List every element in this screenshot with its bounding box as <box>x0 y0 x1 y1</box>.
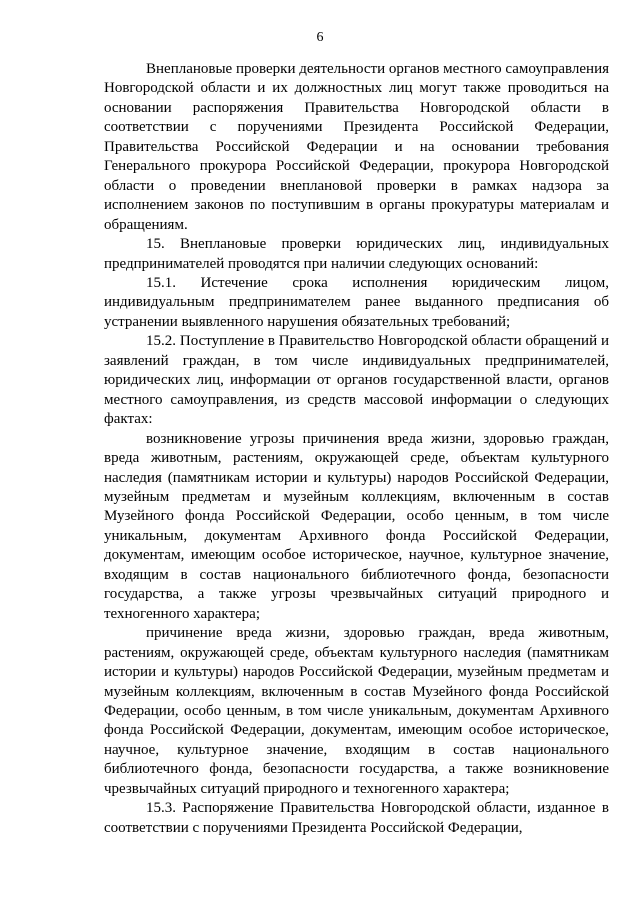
paragraph-threat-of-harm: возникновение угрозы причинения вреда жизни, здоровью граждан, вреда животным, растениям, окружающей среде, объектам культурного наследия (памятникам истории и культуры) народов Российской Федерации, музейным предметам и музейным коллекциям, включенным в состав Музейного фонда Российской Федерации, особо ценным, в том числе уникальным, документам Архивного фонда Российской Федерации, документам, имеющим особое историческое, научное, культурное значение, входящим в состав национального библиотечного фонда, безопасности государства, а также угрозы чрезвычайных ситуаций природного и техногенного характера; <box>104 430 609 622</box>
paragraph-section-15: 15. Внеплановые проверки юридических лиц, индивидуальных предпринимателей проводятся при наличии следующих оснований: <box>104 236 609 272</box>
paragraph-causing-harm: причинение вреда жизни, здоровью граждан, вреда животным, растениям, окружающей среде, объектам культурного наследия (памятникам истории и культуры) народов Российской Федерации, музейным предметам и музейным коллекциям, включенным в состав Музейного фонда Российской Федерации, особо ценным, в том числе уникальным, документам Архивного фонда Российской Федерации, документам, имеющим особое историческое, научное, культурное значение, входящим в состав национального библиотечного фонда, безопасности государства, а также возникновение чрезвычайных ситуаций природного и техногенного характера; <box>104 625 609 797</box>
paragraph-section-15-1: 15.1. Истечение срока исполнения юридическим лицом, индивидуальным предпринимателем ранее выданного предписания об устранении выявленного нарушения обязательных требований; <box>104 274 609 330</box>
paragraph-unscheduled-inspections-local-government: Внеплановые проверки деятельности органов местного самоуправления Новгородской области и их должностных лиц могут также проводиться на основании распоряжения Правительства Новгородской области в соответствии с поручениями Президента Российской Федерации, Правительства Российской Федерации и на основании требования Генерального прокурора Российской Федерации, прокурора Новгородской области о проведении внеплановой проверки в рамках надзора за исполнением законов по поступившим в органы прокуратуры материалам и обращениям. <box>104 61 609 233</box>
document-body <box>104 60 609 838</box>
paragraph-section-15-2: 15.2. Поступление в Правительство Новгородской области обращений и заявлений граждан, в том числе индивидуальных предпринимателей, юридических лиц, информации от органов государственной власти, органов местного самоуправления, из средств массовой информации о следующих фактах: <box>104 333 609 428</box>
page-number: 6 <box>316 30 324 45</box>
paragraph-section-15-3: 15.3. Распоряжение Правительства Новгородской области, изданное в соответствии с поручениями Президента Российской Федерации, <box>104 800 609 836</box>
